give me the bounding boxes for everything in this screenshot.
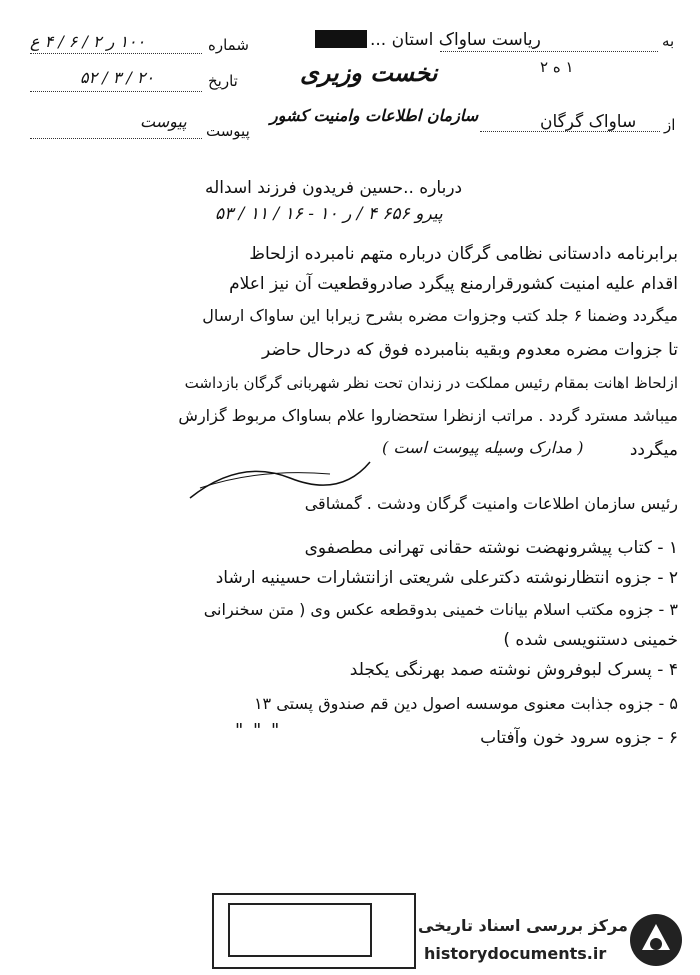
item-4: ۴ - پسرک لبوفروش نوشته صمد بهرنگی یکجلد: [349, 660, 678, 680]
recipient-code: ۱ ه ۲: [540, 58, 574, 76]
body-note: ( مدارک وسیله پیوست است ): [382, 438, 584, 457]
item-1: ۱ - کتاب پیشرونهضت نوشته حقانی تهرانی مطصفوی: [304, 538, 678, 558]
subject-line-1: درباره ..حسین فریدون فرزند اسداله: [205, 178, 463, 198]
body-line-6: میباشد مسترد گردد . مراتب ازنظرا ستحضاروا علام بساواک مربوط گزارش: [178, 406, 678, 425]
body-line-2: اقدام علیه امنیت کشورقرارمنع پیگرد صادروقطعیت آن نیز اعلام: [229, 274, 678, 294]
sender-prefix: از: [664, 116, 676, 134]
subject-line-2: پیرو ۶۵۶ ۴ / ر ۱۰ - ۱۶ / ۱۱ / ۵۳: [215, 204, 443, 224]
archive-url: historydocuments.ir: [424, 944, 607, 963]
sender-name: ساواک گرگان: [540, 112, 637, 132]
number-value: ۱۰۰ ر ۲ / ۶ / ۴ ع: [30, 32, 146, 51]
archive-name: مرکز بررسی اسناد تاریخی: [418, 916, 628, 935]
date-value: ۲۰ / ۳ / ۵۲: [80, 68, 155, 87]
archive-stamp-box: [212, 893, 416, 969]
date-underline: [30, 90, 202, 92]
archive-stamp-inner: [228, 903, 372, 957]
date-label: تاریخ: [208, 72, 238, 90]
body-line-7: میگردد: [629, 440, 678, 460]
item-5: ۵ - جزوه جذابت معنوی موسسه اصول دین قم صندوق پستی ۱۳: [253, 694, 678, 713]
body-line-4: تا جزوات مضره معدوم وبقیه بنامبرده فوق که درحال حاضر: [261, 340, 678, 360]
item-6: ۶ - جزوه سرود خون وآفتاب: [480, 728, 678, 748]
number-underline: [30, 52, 202, 54]
recipient-underline: [440, 50, 658, 52]
attachment-label: پیوست: [206, 122, 250, 140]
signature-line: رئیس سازمان اطلاعات وامنیت گرگان ودشت . گمشاقی: [304, 494, 678, 513]
letterhead-ministry: نخست وزیری: [300, 58, 438, 87]
items-ditto-marks: " " ": [235, 720, 282, 741]
body-line-5: ازلحاظ اهانت بمقام رئیس مملکت در زندان تحت نظر شهربانی گرگان بازداشت: [184, 374, 678, 392]
attachment-underline: [30, 137, 202, 139]
recipient-prefix: به: [662, 32, 675, 50]
recipient-name: ریاست ساواک استان ...: [370, 30, 541, 50]
attachment-value: پیوست: [140, 112, 187, 131]
body-line-1: برابرنامه دادستانی نظامی گرگان درباره متهم نامبرده ازلحاظ: [249, 244, 678, 264]
number-label: شماره: [208, 36, 249, 54]
body-line-3: میگردد وضمنا ۶ جلد کتب وجزوات مضره بشرح زیرابا این ساواک ارسال: [202, 306, 678, 325]
redaction-mark: [315, 30, 367, 48]
item-2: ۲ - جزوه انتظارنوشته دکترعلی شریعتی ازانتشارات حسینیه ارشاد: [215, 568, 678, 588]
letterhead-organization: سازمان اطلاعات وامنیت کشور: [270, 106, 479, 125]
item-3: ۳ - جزوه مکتب اسلام بیانات خمینی بدوقطعه عکس وی ( متن سخنرانی: [203, 600, 678, 619]
archive-logo-icon: [628, 912, 684, 968]
item-3-continuation: خمینی دستنویسی شده ): [503, 630, 678, 650]
